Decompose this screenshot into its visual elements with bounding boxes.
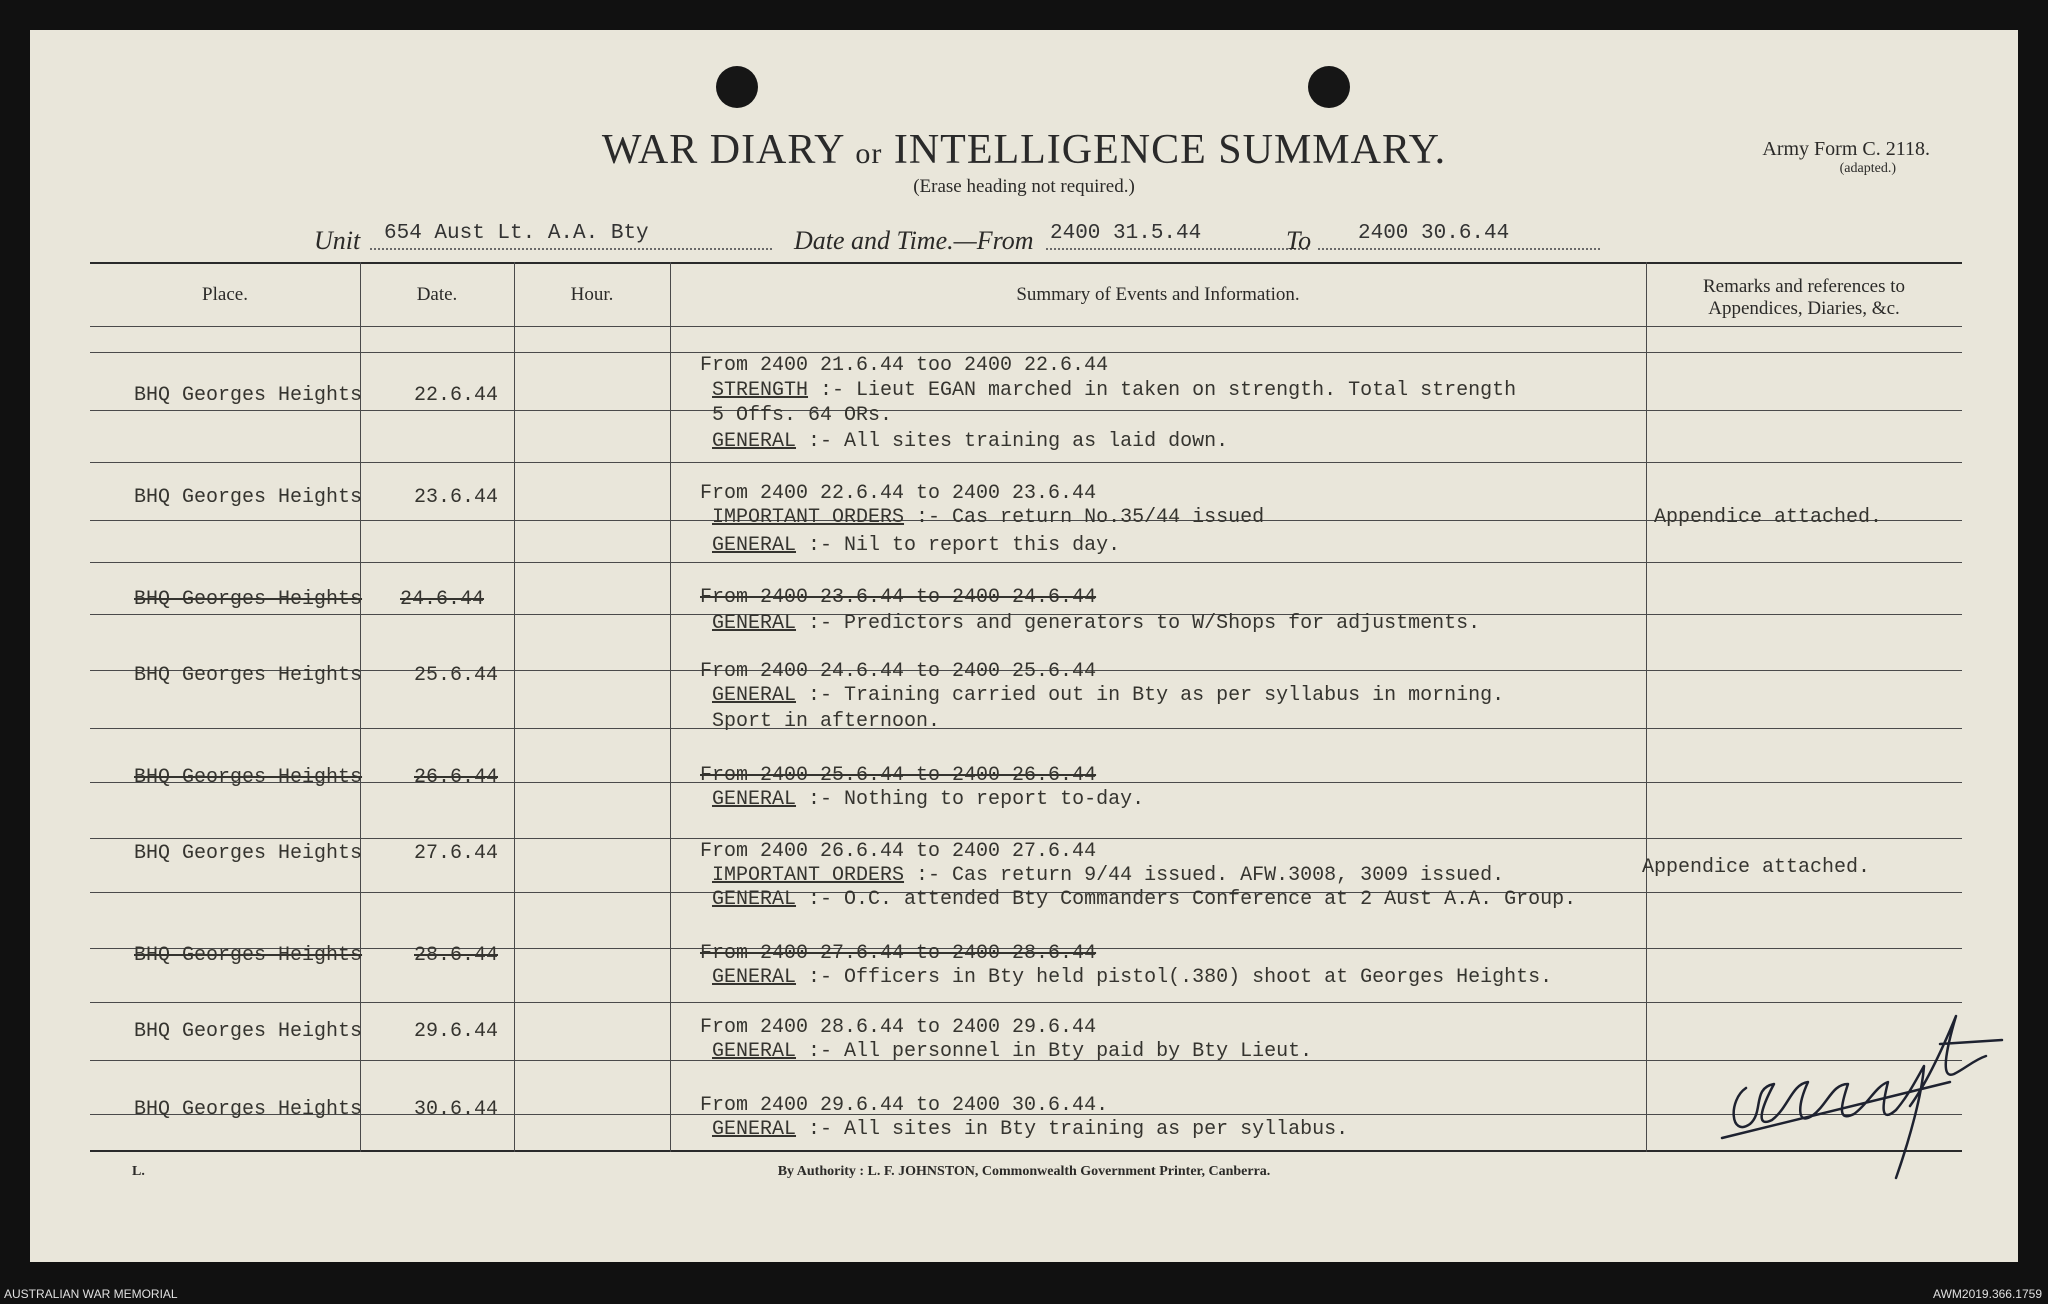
entry-line2 xyxy=(712,534,1120,557)
entry-line1 xyxy=(712,684,1504,707)
handwritten-signature xyxy=(1710,988,2010,1188)
army-form-label: Army Form C. 2118. xyxy=(1762,138,1930,160)
entry-date: 25.6.44 xyxy=(414,664,499,687)
form-title xyxy=(30,126,2018,174)
punch-hole-left xyxy=(716,66,758,108)
entry-label-strength: STRENGTH xyxy=(712,379,809,402)
army-form-number xyxy=(1762,138,1930,177)
entry-date: 22.6.44 xyxy=(414,384,499,407)
entry-label-general: GENERAL xyxy=(712,788,797,811)
col-header-date: Date. xyxy=(416,284,458,305)
entry-period: From 2400 24.6.44 to 2400 25.6.44 xyxy=(700,660,1097,683)
entry-text: :- Cas return 9/44 issued. AFW.3008, 3009 issued. xyxy=(916,864,1505,887)
entry-text: :- Officers in Bty held pistol(.380) shoot at Georges Heights. xyxy=(808,966,1553,989)
entry-line2 xyxy=(712,430,1228,453)
table-top-rule xyxy=(90,262,1962,264)
entry-label-general: GENERAL xyxy=(712,612,797,635)
entry-label-general: GENERAL xyxy=(712,430,797,453)
entry-line2 xyxy=(712,888,1576,911)
col-divider-date xyxy=(514,262,515,1152)
diary-table xyxy=(90,262,1962,1154)
entry-place: BHQ Georges Heights xyxy=(134,1020,363,1043)
signature-stroke xyxy=(1722,1016,2002,1178)
col-header-hour: Hour. xyxy=(570,284,614,305)
entry-text: :- Lieut EGAN marched in taken on strength. Total strength xyxy=(820,379,1517,402)
army-form-adapted: (adapted.) xyxy=(1839,161,1896,176)
entry-remark: Appendice attached. xyxy=(1654,506,1883,529)
entry-period: From 2400 28.6.44 to 2400 29.6.44 xyxy=(700,1016,1097,1039)
entry-date: 24.6.44 xyxy=(400,588,485,611)
entry-date: 30.6.44 xyxy=(414,1098,499,1121)
to-dotted-line xyxy=(1318,248,1600,250)
entry-date: 28.6.44 xyxy=(414,944,499,967)
entry-place: BHQ Georges Heights xyxy=(134,664,363,687)
entry-place: BHQ Georges Heights xyxy=(134,944,363,967)
entry-line1 xyxy=(712,1040,1312,1063)
entry-line1 xyxy=(712,788,1144,811)
table-bottom-rule xyxy=(90,1150,1962,1152)
entry-label-general: GENERAL xyxy=(712,684,797,707)
entry-text: :- All sites in Bty training as per syllabus. xyxy=(808,1118,1349,1141)
row-rule xyxy=(90,410,1962,411)
entry-label-general: GENERAL xyxy=(712,1040,797,1063)
entry-place: BHQ Georges Heights xyxy=(134,842,363,865)
entry-line1 xyxy=(712,864,1504,887)
entry-date: 27.6.44 xyxy=(414,842,499,865)
to-label: To xyxy=(1286,226,1312,255)
entry-date: 23.6.44 xyxy=(414,486,499,509)
col-divider-hour xyxy=(670,262,671,1152)
entry-place: BHQ Georges Heights xyxy=(134,486,363,509)
entry-text: :- O.C. attended Bty Commanders Conference at 2 Aust A.A. Group. xyxy=(808,888,1577,911)
entry-period: From 2400 23.6.44 to 2400 24.6.44 xyxy=(700,586,1097,609)
entry-label-general: GENERAL xyxy=(712,534,797,557)
row-rule xyxy=(90,1002,1962,1003)
entry-date: 29.6.44 xyxy=(414,1020,499,1043)
col-header-remarks xyxy=(1646,276,1962,320)
entry-date: 26.6.44 xyxy=(414,766,499,789)
from-value: 2400 31.5.44 xyxy=(1050,222,1202,245)
title-or: or xyxy=(855,137,883,170)
entry-text: :- Nothing to report to-day. xyxy=(808,788,1145,811)
unit-label: Unit xyxy=(314,226,361,255)
entry-text: :- Predictors and generators to W/Shops for adjustments. xyxy=(808,612,1481,635)
diary-sheet xyxy=(30,30,2018,1262)
entry-remark: Appendice attached. xyxy=(1642,856,1871,879)
entry-text: :- Cas return No.35/44 issued xyxy=(916,506,1265,529)
row-rule xyxy=(90,352,1962,353)
entry-period: From 2400 27.6.44 to 2400 28.6.44 xyxy=(700,942,1097,965)
title-intelligence-summary: INTELLIGENCE SUMMARY. xyxy=(893,127,1447,173)
entry-period: From 2400 29.6.44 to 2400 30.6.44. xyxy=(700,1094,1109,1117)
col-divider-summary xyxy=(1646,262,1647,1152)
entry-place: BHQ Georges Heights xyxy=(134,1098,363,1121)
entry-period: From 2400 21.6.44 too 2400 22.6.44 xyxy=(700,354,1109,377)
entry-period: From 2400 26.6.44 to 2400 27.6.44 xyxy=(700,840,1097,863)
form-subtitle: (Erase heading not required.) xyxy=(913,176,1135,197)
punch-hole-right xyxy=(1308,66,1350,108)
caption-right: AWM2019.366.1759 xyxy=(1933,1287,2042,1301)
entry-line1-cont: Sport in afternoon. xyxy=(712,710,941,733)
to-value: 2400 30.6.44 xyxy=(1358,222,1510,245)
entry-line1 xyxy=(712,612,1480,635)
entry-place: BHQ Georges Heights xyxy=(134,766,363,789)
entry-text: :- Training carried out in Bty as per syllabus in morning. xyxy=(808,684,1505,707)
entry-place: BHQ Georges Heights xyxy=(134,588,363,611)
header-bottom-rule xyxy=(90,326,1962,327)
entry-text: :- All personnel in Bty paid by Bty Lieut. xyxy=(808,1040,1313,1063)
col-header-summary: Summary of Events and Information. xyxy=(1016,284,1300,305)
row-rule xyxy=(90,562,1962,563)
entry-label-general: GENERAL xyxy=(712,1118,797,1141)
footer-mark: L. xyxy=(132,1164,145,1179)
entry-label-general: GENERAL xyxy=(712,966,797,989)
footer-authority: By Authority : L. F. JOHNSTON, Commonwealth Government Printer, Canberra. xyxy=(777,1164,1271,1179)
remarks-header-line1: Remarks and references to xyxy=(1702,276,1906,297)
entry-line1 xyxy=(712,379,1516,402)
entry-line1 xyxy=(712,506,1264,529)
row-rule xyxy=(90,728,1962,729)
entry-label-important-orders: IMPORTANT ORDERS xyxy=(712,506,905,529)
row-rule xyxy=(90,838,1962,839)
col-header-place: Place. xyxy=(202,284,248,305)
from-dotted-line xyxy=(1046,248,1308,250)
entry-period: From 2400 22.6.44 to 2400 23.6.44 xyxy=(700,482,1097,505)
entry-line1-cont: 5 Offs. 64 ORs. xyxy=(712,404,893,427)
title-war-diary: WAR DIARY xyxy=(601,127,844,173)
entry-label-general: GENERAL xyxy=(712,888,797,911)
date-time-label: Date and Time.—From xyxy=(794,226,1034,255)
entry-line1 xyxy=(712,966,1552,989)
remarks-header-line2: Appendices, Diaries, &c. xyxy=(1708,298,1900,319)
caption-left: AUSTRALIAN WAR MEMORIAL xyxy=(4,1287,178,1301)
row-rule xyxy=(90,462,1962,463)
entry-place: BHQ Georges Heights xyxy=(134,384,363,407)
entry-text: :- All sites training as laid down. xyxy=(808,430,1229,453)
unit-dotted-line xyxy=(370,248,772,250)
entry-line1 xyxy=(712,1118,1348,1141)
unit-value: 654 Aust Lt. A.A. Bty xyxy=(384,222,649,245)
entry-text: :- Nil to report this day. xyxy=(808,534,1121,557)
entry-period: From 2400 25.6.44 to 2400 26.6.44 xyxy=(700,764,1097,787)
entry-label-important-orders: IMPORTANT ORDERS xyxy=(712,864,905,887)
